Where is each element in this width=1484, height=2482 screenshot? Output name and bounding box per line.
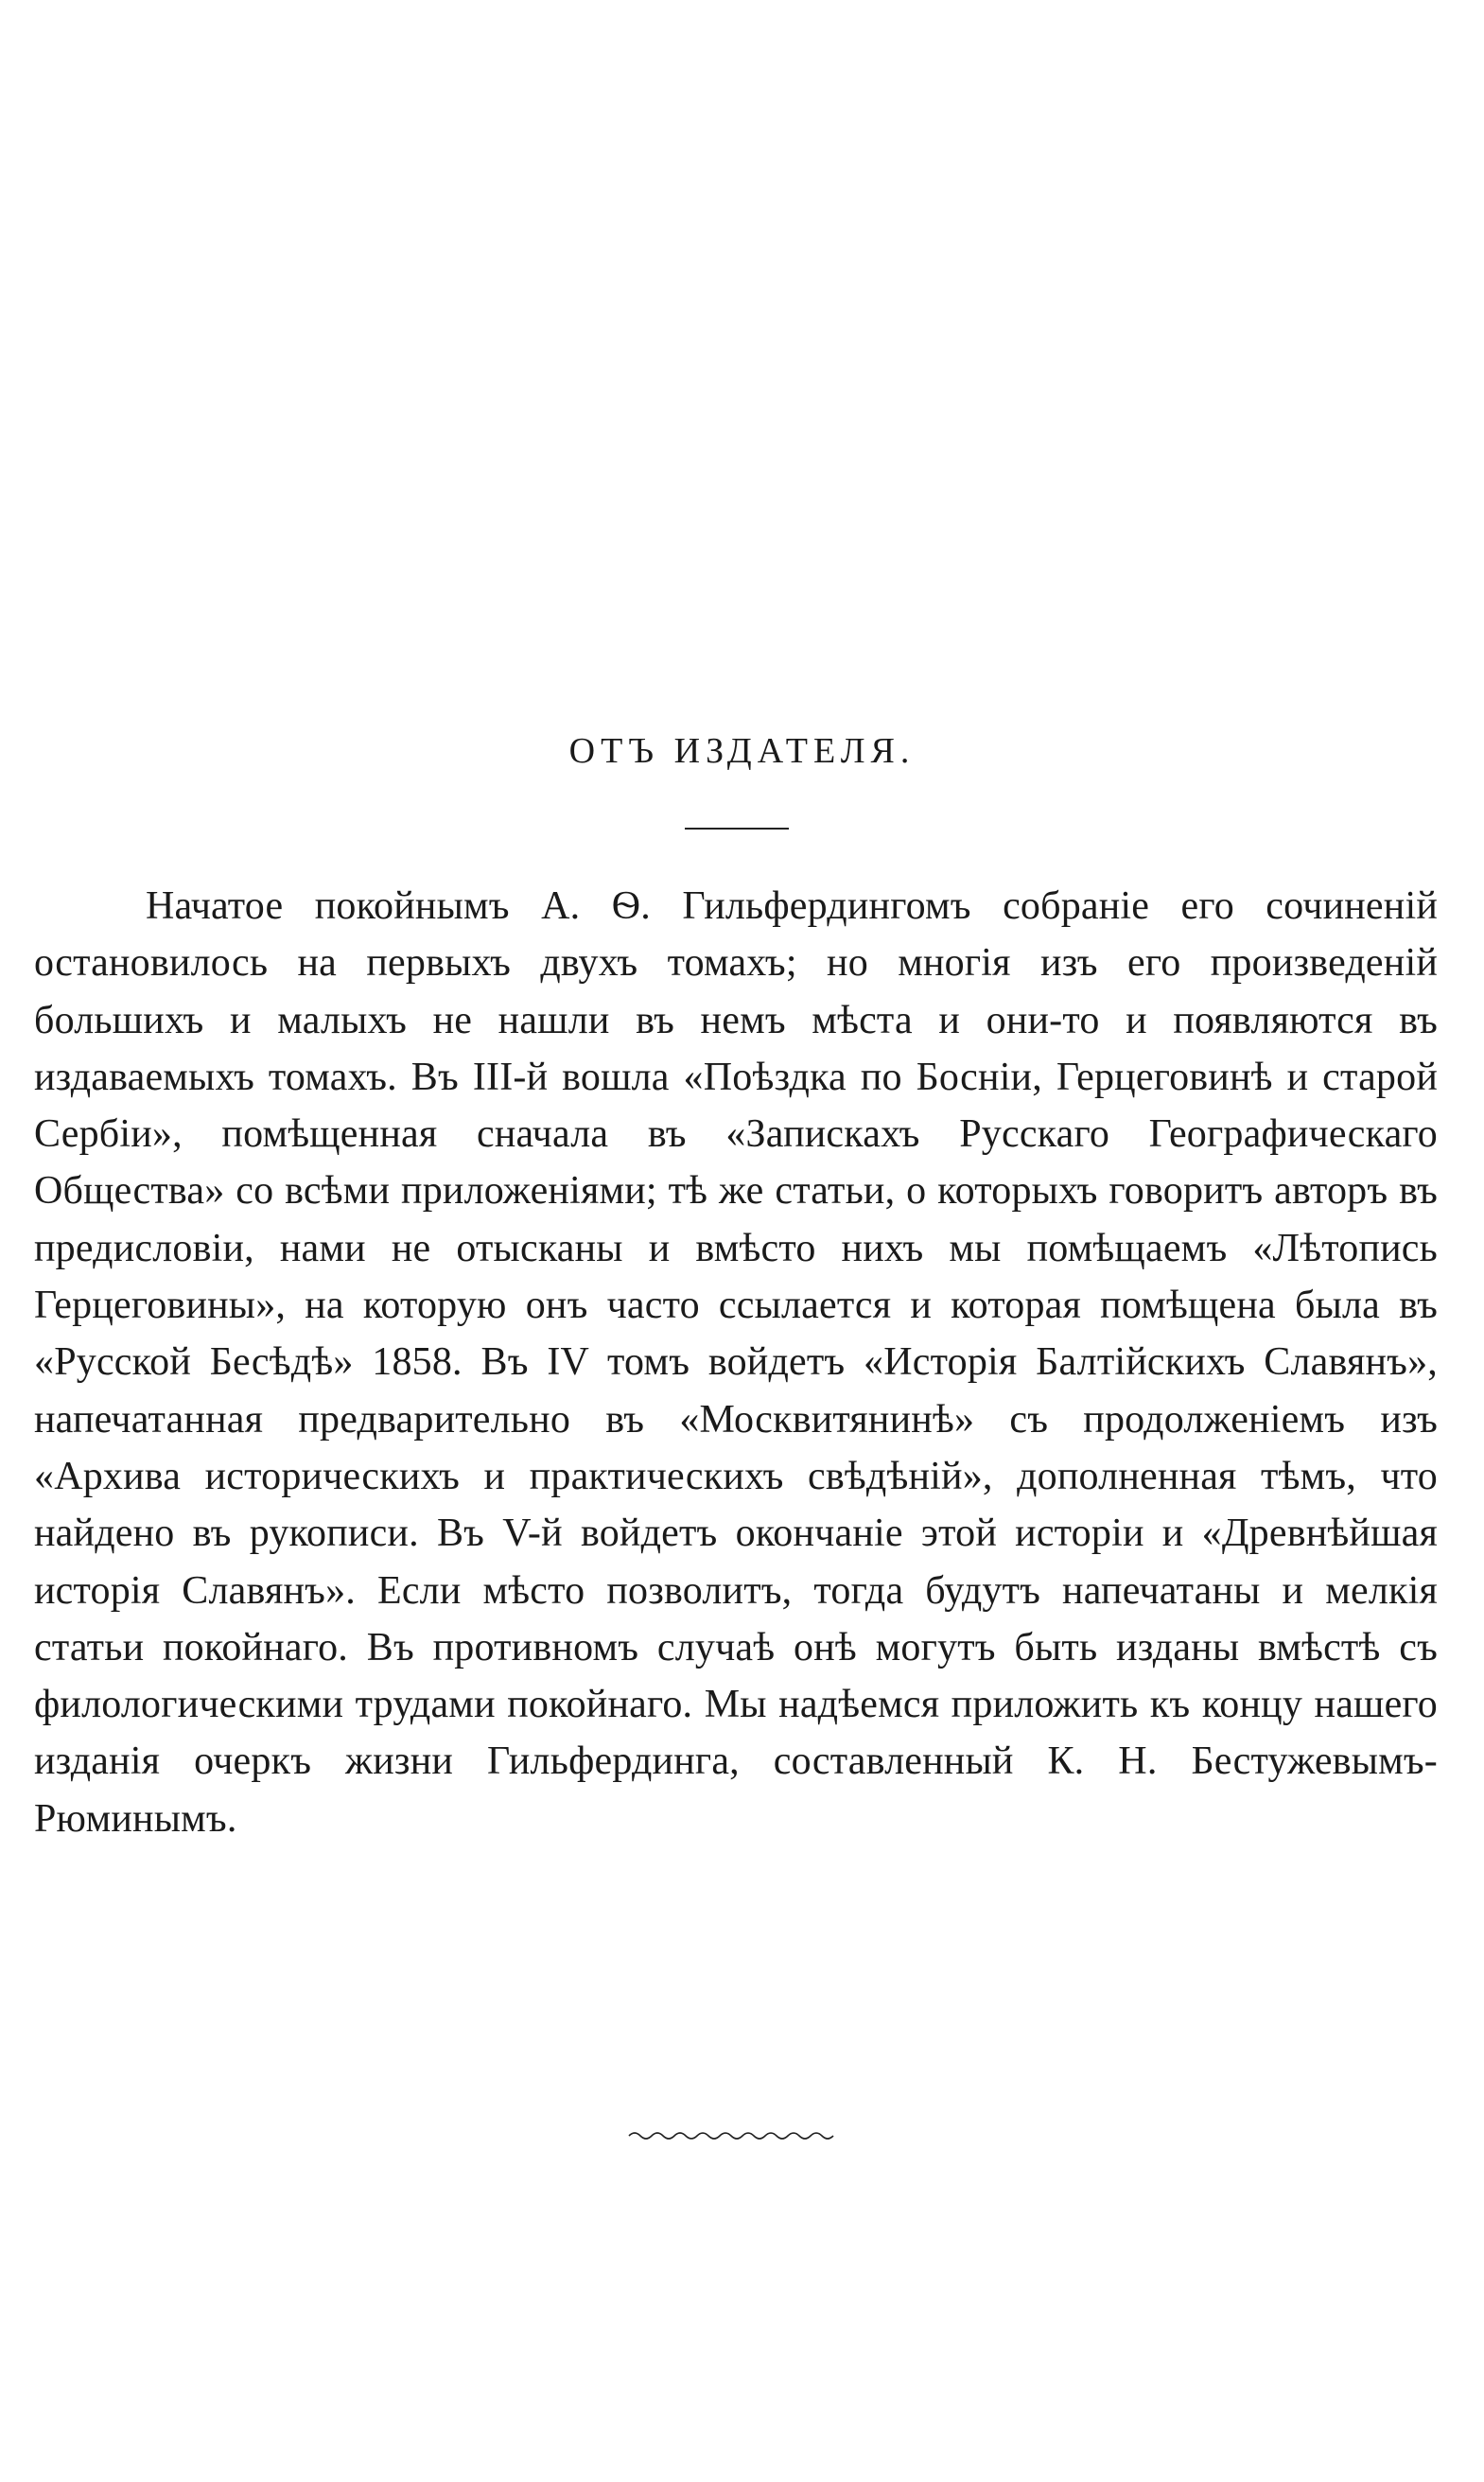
page-title: ОТЪ ИЗДАТЕЛЯ. (568, 731, 916, 771)
title-divider (685, 828, 789, 830)
body-paragraph: Начатое покойнымъ А. Ѳ. Гильфердингомъ собраніе его сочиненій остановилось на первыхъ двухъ томахъ; но многія изъ его произведеній большихъ и малыхъ не нашли въ немъ мѣста и они-то и появляются въ издаваемыхъ томахъ. Въ III-й вошла «Поѣздка по Босніи, Герцеговинѣ и старой Сербіи», помѣщенная сначала въ «Запискахъ Русскаго Географическаго Общества» со всѣми приложеніями; тѣ же статьи, о которыхъ говоритъ авторъ въ предисловіи, нами не отысканы и вмѣсто нихъ мы помѣщаемъ «Лѣтопись Герцеговины», на которую онъ часто ссылается и которая помѣщена была въ «Русской Бесѣдѣ» 1858. Въ IV томъ войдетъ «Исторія Балтійскихъ Славянъ», напечатанная предварительно въ «Москвитянинѣ» съ продолженіемъ изъ «Архива историческихъ и практическихъ свѣдѣній», дополненная тѣмъ, что найдено въ рукописи. Въ V-й войдетъ окончаніе этой исторіи и «Древнѣйшая исторія Славянъ». Если мѣсто позволитъ, тогда будутъ напечатаны и мелкія статьи покойнаго. Въ противномъ случаѣ онѣ могутъ быть изданы вмѣстѣ съ филологическими трудами покойнаго. Мы надѣемся приложить къ концу нашего изданія очеркъ жизни Гильфердинга, составленный К. Н. Бестужевымъ-Рюминымъ. (34, 884, 1438, 1841)
end-ornament (627, 2129, 835, 2142)
